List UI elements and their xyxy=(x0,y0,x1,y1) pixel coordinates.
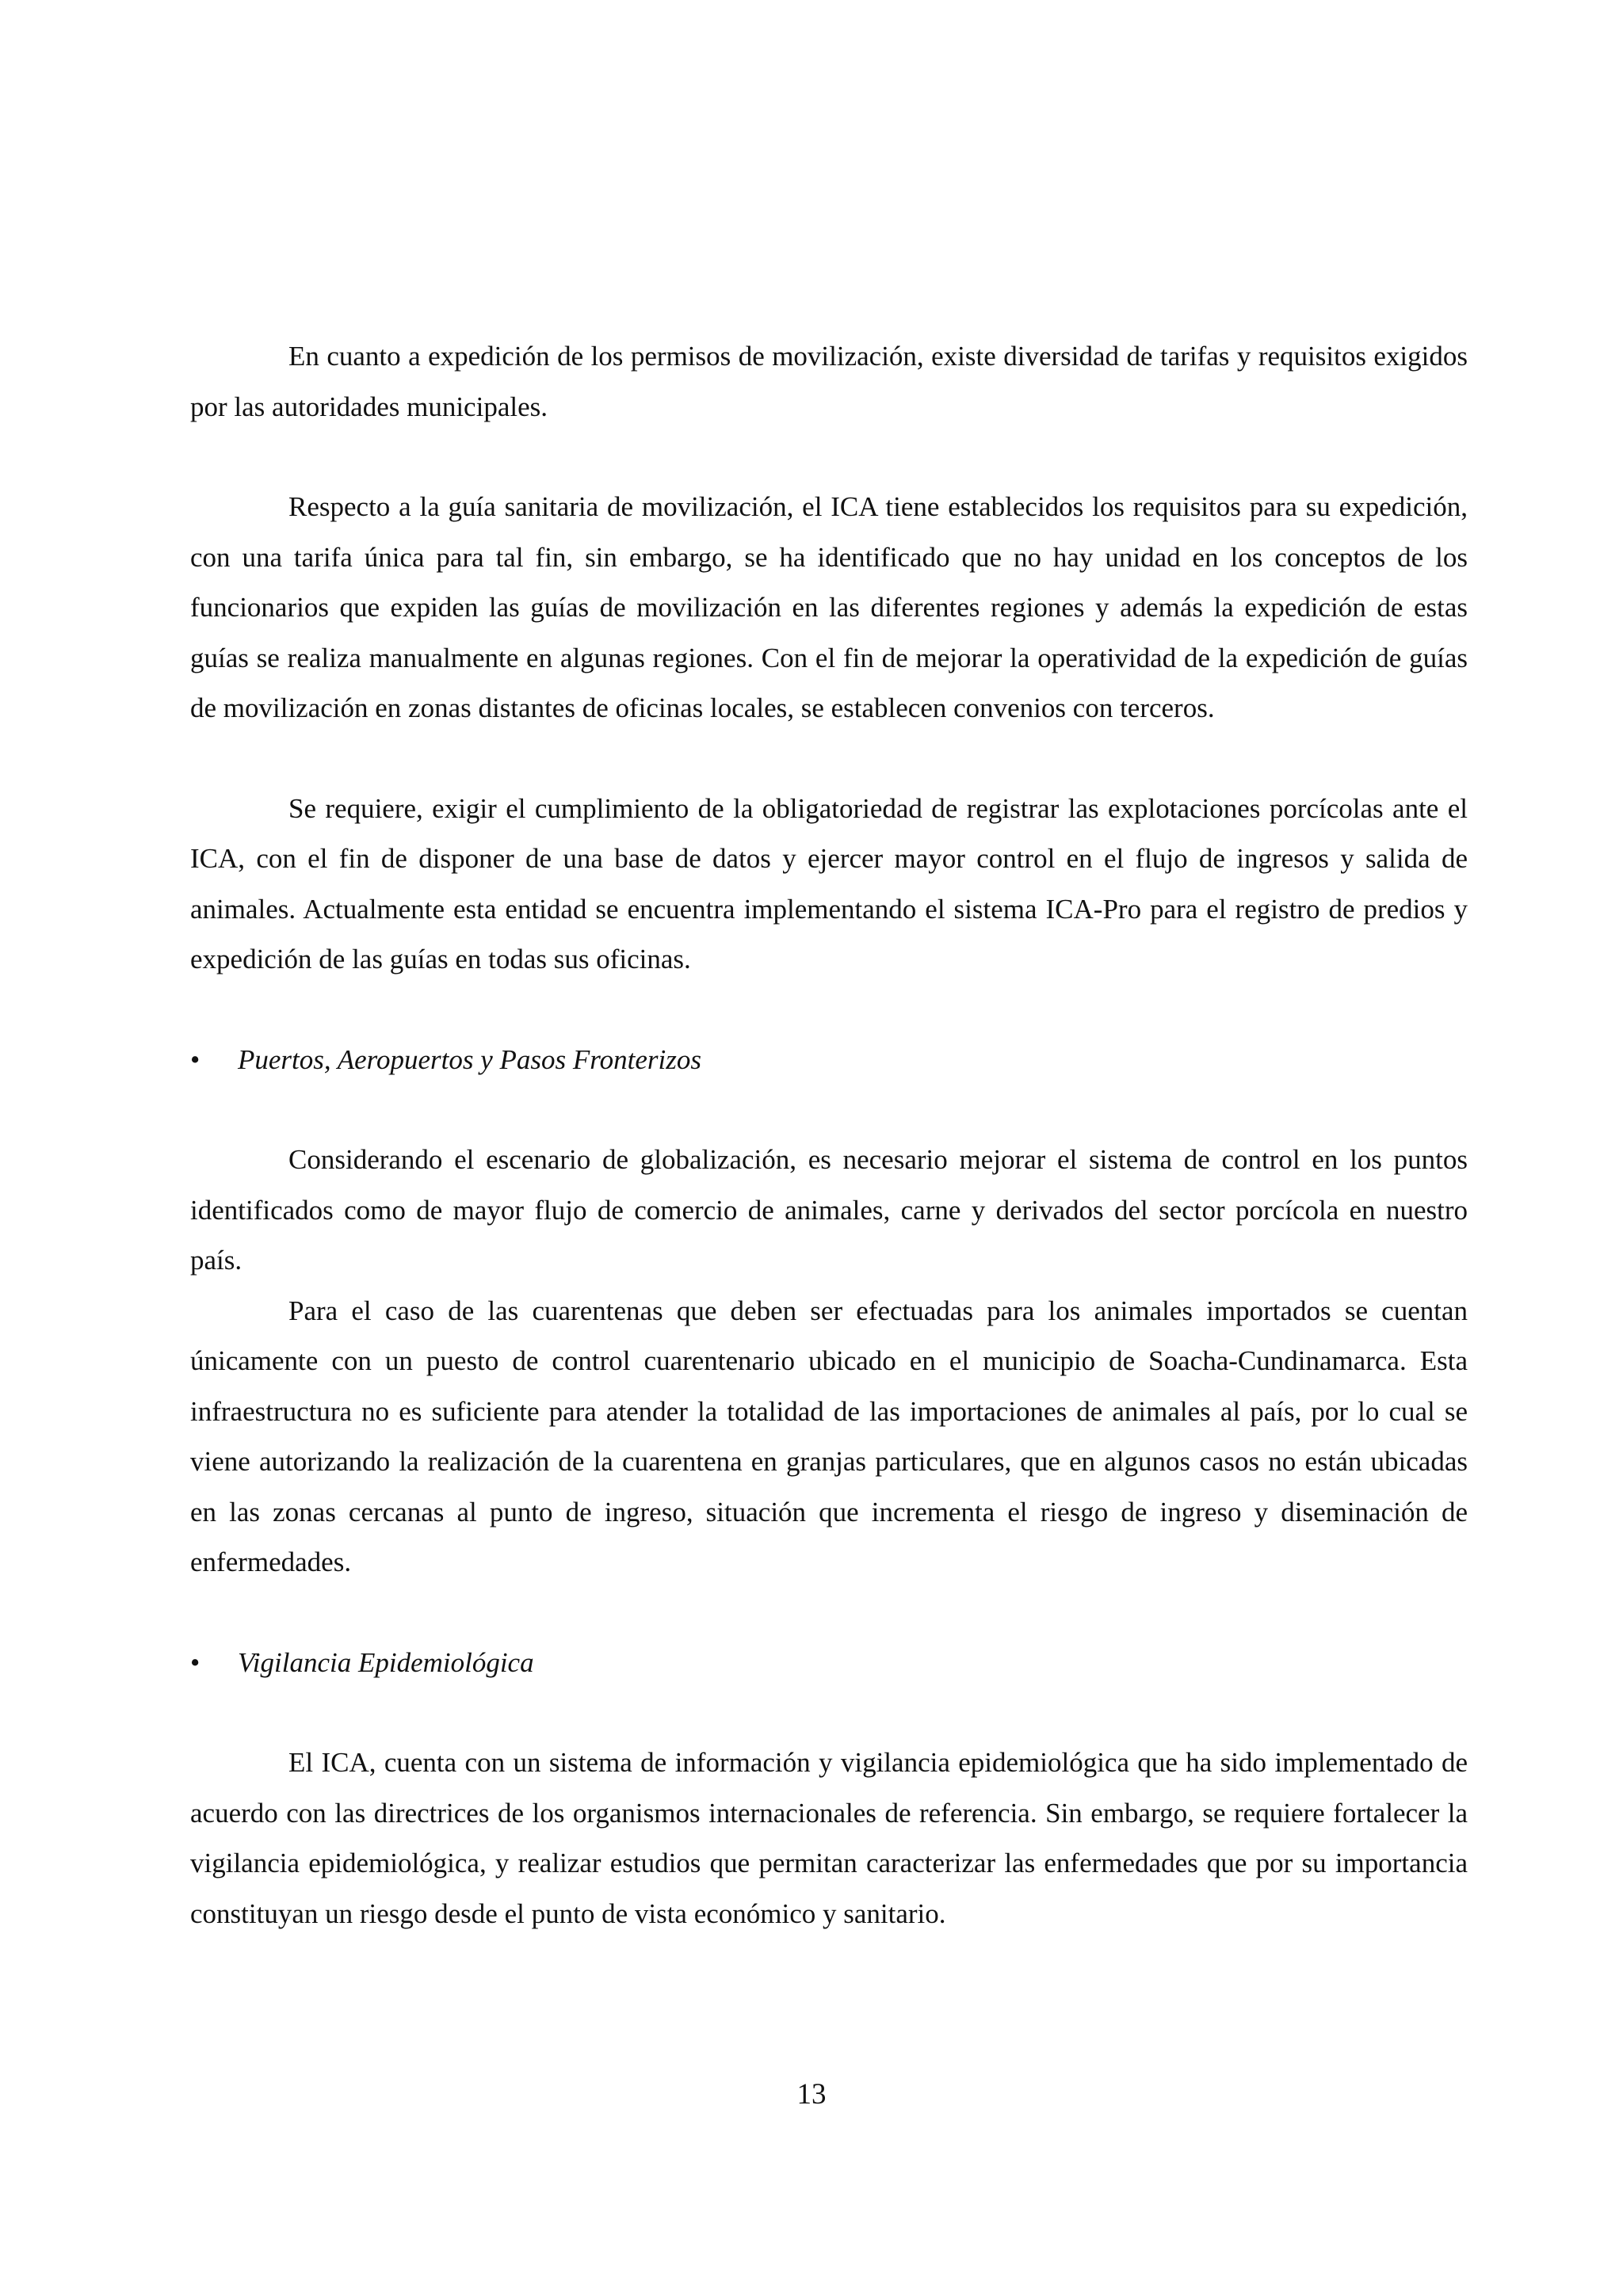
paragraph-gap xyxy=(190,1588,1468,1638)
section-heading-text: Puertos, Aeropuertos y Pasos Fronterizos xyxy=(238,1043,701,1075)
paragraph-gap xyxy=(190,985,1468,1035)
paragraph-permisos: En cuanto a expedición de los permisos de movilización, existe diversidad de tarifas y requisitos exigidos por las autoridades municipales. xyxy=(190,341,1468,422)
paragraph-gap xyxy=(190,1688,1468,1737)
paragraph-globalizacion: Considerando el escenario de globalización, es necesario mejorar el sistema de control en los puntos identificados como de mayor flujo de comercio de animales, carne y derivados del sector porcícola en nuestro país. xyxy=(190,1144,1468,1276)
section-heading-text: Vigilancia Epidemiológica xyxy=(238,1646,534,1678)
section-heading-puertos xyxy=(190,1035,1468,1085)
page-number: 13 xyxy=(796,2078,827,2111)
paragraph-registro-explotaciones: Se requiere, exigir el cumplimiento de la obligatoriedad de registrar las explotaciones porcícolas ante el ICA, con el fin de disponer de una base de datos y ejercer mayor control en el flujo de ingresos y salida de animales. Actualmente esta entidad se encuentra implementando el sistema ICA-Pro para el registro de predios y expedición de las guías en todas sus oficinas. xyxy=(190,792,1468,974)
paragraph-gap xyxy=(190,1085,1468,1135)
section-heading-vigilancia xyxy=(190,1638,1468,1688)
bullet-icon: • xyxy=(190,1646,200,1678)
paragraph-vigilancia-epidemiologica: El ICA, cuenta con un sistema de información y vigilancia epidemiológica que ha sido implementado de acuerdo con las directrices de los organismos internacionales de referencia. Sin embargo, se requiere fortalecer la vigilancia epidemiológica, y realizar estudios que permitan caracterizar las enfermedades que por su importancia constituyan un riesgo desde el punto de vista económico y sanitario. xyxy=(190,1747,1468,1929)
paragraph-gap xyxy=(190,734,1468,784)
paragraph-gap xyxy=(190,432,1468,482)
paragraph-cuarentenas: Para el caso de las cuarentenas que deben ser efectuadas para los animales importados se cuentan únicamente con un puesto de control cuarentenario ubicado en el municipio de Soacha-Cundinamarca. Esta infraestructura no es suficiente para atender la totalidad de las importaciones de animales al país, por lo cual se viene autorizando la realización de la cuarentena en granjas particulares, que en algunos casos no están ubicadas en las zonas cercanas al punto de ingreso, situación que incrementa el riesgo de ingreso y diseminación de enfermedades. xyxy=(190,1295,1468,1577)
bullet-icon: • xyxy=(190,1043,200,1075)
paragraph-guia-sanitaria: Respecto a la guía sanitaria de movilización, el ICA tiene establecidos los requisitos para su expedición, con una tarifa única para tal fin, sin embargo, se ha identificado que no hay unidad en los conceptos de los funcionarios que expiden las guías de movilización en las diferentes regiones y además la expedición de estas guías se realiza manualmente en algunas regiones. Con el fin de mejorar la operatividad de la expedición de guías de movilización en zonas distantes de oficinas locales, se establecen convenios con terceros. xyxy=(190,491,1468,723)
page-content xyxy=(190,331,1468,1939)
